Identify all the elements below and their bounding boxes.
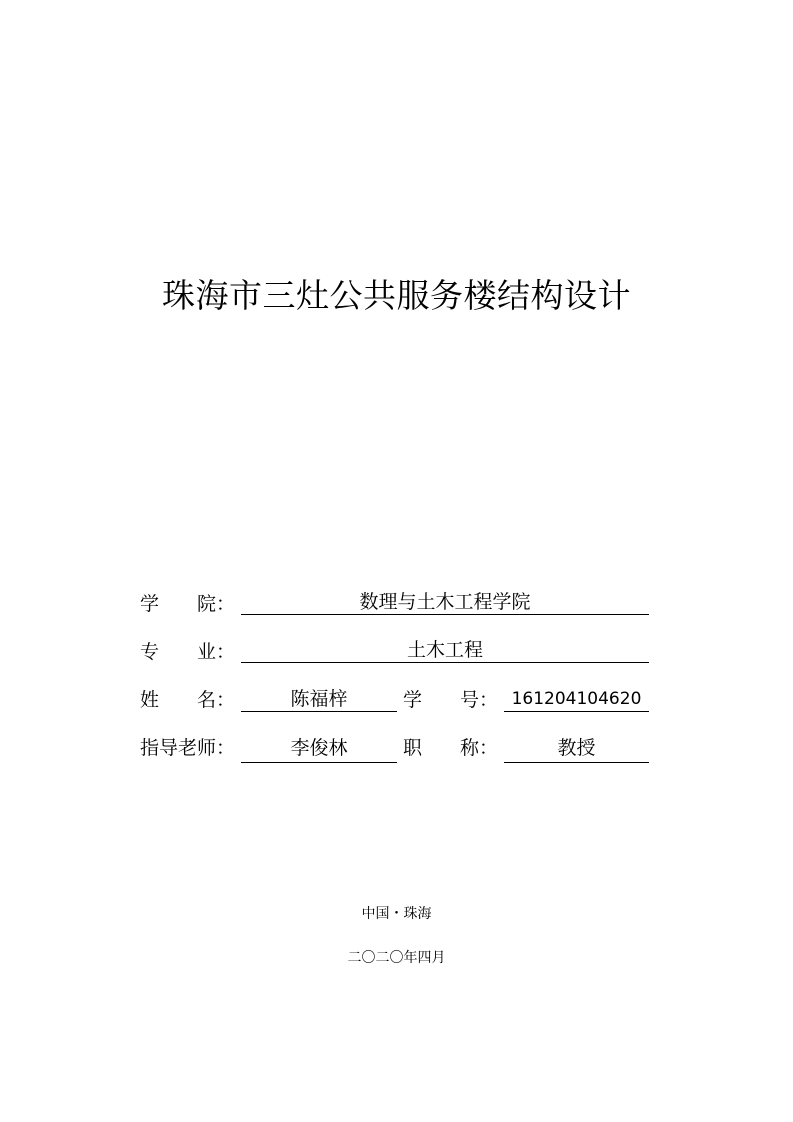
rank-label: 职 称： [403, 737, 499, 759]
student-id-label: 学 号： [403, 689, 499, 711]
advisor-underline [241, 762, 397, 763]
rank-underline [504, 762, 649, 763]
advisor-value: 李俊林 [290, 737, 348, 759]
rank-value: 教授 [557, 737, 596, 759]
student-id-underline [504, 711, 649, 712]
thesis-title: 珠海市三灶公共服务楼结构设计 [162, 276, 631, 315]
footer-place: 中国・珠海 [361, 906, 432, 922]
major-label: 专 业： [140, 641, 236, 663]
footer-date: 二〇二〇年四月 [347, 950, 446, 966]
name-underline [241, 711, 397, 712]
name-value: 陈福梓 [290, 688, 348, 710]
advisor-label: 指导老师： [140, 737, 236, 759]
name-label: 姓 名： [140, 689, 236, 711]
college-label: 学 院： [140, 593, 236, 615]
college-underline [241, 614, 649, 615]
major-value: 土木工程 [406, 639, 483, 661]
major-underline [241, 662, 649, 663]
student-id-value: 161204104620 [511, 689, 642, 709]
college-value: 数理与土木工程学院 [359, 591, 531, 613]
